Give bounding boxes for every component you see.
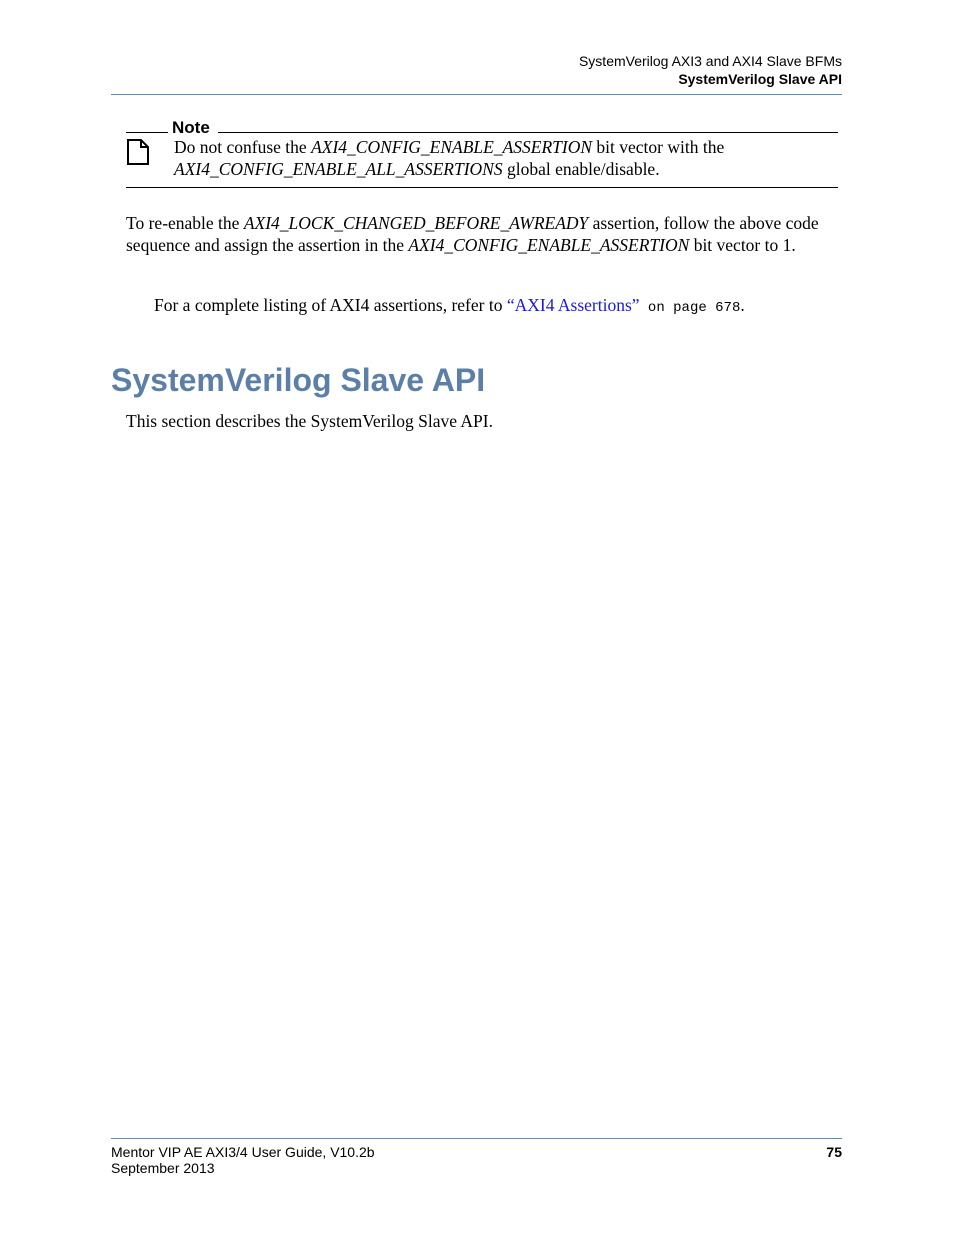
assertion-name: AXI4_LOCK_CHANGED_BEFORE_AWREADY bbox=[243, 213, 589, 233]
page-number: 75 bbox=[826, 1144, 842, 1160]
note-code-term: AXI4_CONFIG_ENABLE_ASSERTION bbox=[311, 137, 593, 157]
note-top-rule-left bbox=[126, 132, 168, 133]
section-intro: This section describes the SystemVerilog Slave API. bbox=[126, 411, 493, 431]
footer-doc-title: Mentor VIP AE AXI3/4 User Guide, V10.2b bbox=[111, 1144, 375, 1160]
note-label: Note bbox=[172, 118, 210, 137]
paragraph-text: assertion, follow the above code sequence and assign the assertion in the bbox=[126, 213, 819, 255]
note-text-part: bit vector with the bbox=[592, 137, 725, 157]
note-text-part: Do not confuse the bbox=[174, 137, 312, 157]
axi4-assertions-link[interactable]: “AXI4 Assertions” bbox=[506, 295, 640, 315]
section-heading: SystemVerilog Slave API bbox=[111, 362, 486, 398]
note-code-term: AXI4_CONFIG_ENABLE_ALL_ASSERTIONS bbox=[174, 159, 503, 179]
header-rule bbox=[111, 94, 842, 95]
footer-date: September 2013 bbox=[111, 1160, 215, 1176]
body-paragraph-reenable bbox=[126, 212, 842, 256]
footer-rule bbox=[111, 1138, 842, 1139]
running-header-section: SystemVerilog Slave API bbox=[678, 71, 842, 87]
note-top-rule-right bbox=[218, 132, 838, 133]
note-text-part: global enable/disable. bbox=[502, 159, 660, 179]
footer-left bbox=[111, 1144, 375, 1176]
paragraph-text: bit vector to 1. bbox=[689, 235, 796, 255]
bit-vector-name: AXI4_CONFIG_ENABLE_ASSERTION bbox=[408, 235, 690, 255]
body-paragraph-reference bbox=[154, 294, 854, 319]
paragraph-text: . bbox=[740, 295, 745, 315]
paragraph-text: To re-enable the bbox=[126, 213, 244, 233]
note-bottom-rule bbox=[126, 187, 838, 188]
note-text bbox=[174, 136, 838, 180]
page-reference: on page 678 bbox=[639, 300, 741, 316]
paragraph-text: For a complete listing of AXI4 assertions, refer to bbox=[154, 295, 507, 315]
running-header-chapter: SystemVerilog AXI3 and AXI4 Slave BFMs bbox=[578, 53, 842, 69]
note-page-icon bbox=[127, 139, 149, 165]
